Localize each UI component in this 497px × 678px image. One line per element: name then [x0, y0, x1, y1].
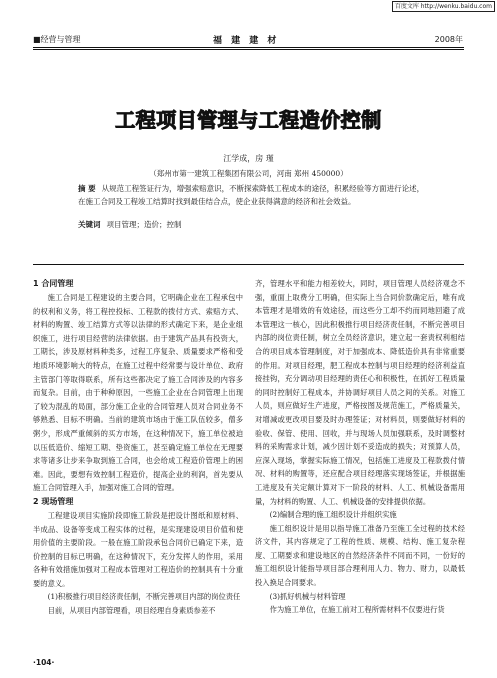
section-heading: 1 合同管理 [33, 279, 74, 288]
body-paragraph: (2)编制合理的施工组织设计并组织实施 [269, 510, 397, 520]
authors: 江学成，房 瑾 [223, 154, 274, 163]
abstract-text: 从规范工程签证行为，增强索赔意识，不断探索降低工程成本的途径，积累经验等方面进行论述，在施工合同及工程竣工结算时找到最佳结合点，使企业获得满意的经济和社会效益。 [78, 184, 425, 206]
body-divider [33, 264, 464, 265]
right-column [255, 277, 465, 617]
abstract-label: 摘 要 [78, 184, 96, 193]
section-heading: 2 现场管理 [33, 496, 74, 506]
left-column [33, 277, 243, 618]
body-paragraph: 作为施工单位，在施工前对工程所需材料不仅要进行货 [269, 605, 445, 615]
body-paragraph: 目前，从项目内部管理看，项目经理自身素质参差不 [47, 606, 216, 616]
body-paragraph: (1)积极推行项目经济责任制，不断完善项目内部的岗位责任 [47, 592, 241, 602]
affiliation: （郑州市第一建筑工程集团有限公司，河南 郑州 450000） [149, 169, 348, 178]
header-rule-thin [33, 49, 464, 50]
watermark: 百度文库 http://wenku.baidu.com [392, 1, 495, 12]
body-paragraph: 齐，管理水平和能力相差较大，同时，项目管理人员经济观念不强，重面上取费分工明确，但实际上当合同价款确定后，唯有成本管理才是增效的有效途径，而这些分工却不约而同地回避了成本管理这一核心，因此积极推行项目经济责任制，不断完善项目内部的岗位责任制，树立全员经济意识，建立起一套责权利相结合的项目成本管理制度，对于加强成本、降低造价具有非常重要的作用。对项目经理，肥工程成本控制与项目经理的经济利益直接挂钩，充分调动项目经理的责任心和积极性，在抓好工程质量的同时控制好工程成本，并协调好项目人员之间的关系。对施工人员，则应做好生产进度，严格按图及规范施工，严格质量关，对增减或更改项目要及时办理签证；对材料员，则要做好材料的验收、保管、使用、回收，并与现场人员加强联系，及时调整材料的采购需求计划，减少因计划不妥造成的损失；对预算人员，应深入现场，掌握实际施工情况，包括施工进度及工程款拨付情况、材料的购置等，还应配合项目经理落实现场签证，并根据施工进度及有关定额计算对下一阶段的材料、人工、机械设备需用量，为材料的购置、人工、机械设备的安排提供依据。 [255, 279, 465, 506]
header-rule-thick [33, 47, 464, 48]
body-paragraph: 施工合同是工程建设的主要合同，它明确企业在工程承包中的权利和义务，将工程控投标、工程款的拨付方式、索赔方式、材料的购置、竣工结算方式等以法律的形式确定下来，是企业组织施工，进行项目经营的法律依据。由于建筑产品具有投资大，工期长，涉及原材料种类多，过程工序复杂、质量要求严格和受地质环境影响大的特点，在施工过程中经常要与设计单位、政府主管部门等取得联系，所有这些都决定了施工合同涉及的内容多而复杂。目前，由于种种原因，一些施工企业在合同管理上出现了较为混乱的局面，部分施工企业的合同管理人员对合同业务不够熟悉、目标不明确。当前的建筑市场由于施工队伍较多，僧多粥少，形成严重倾斜的买方市场，在这种情况下，施工单位被迫以压低造价、缩短工期、垫资施工，甚至确定施工单位在无理要求等诸多让步来争取到施工合同，也会给成工程造价管理上的困难。因此，要想有效控制工程造价，提高企业的利润，首先要从施工合同管理入手，加强对施工合同的管理。 [33, 293, 243, 493]
body-paragraph: 施工组织设计是用以指导施工准备乃至施工全过程的技术经济文件，其内容规定了工程的性质、规模、结构、施工复杂程度、工期要求和建设地区的自然经济条件不同而不同，一份好的施工组织设计能指导项目部合理利用人力、物力、财力，以最低投入换足合同要求。 [255, 523, 465, 588]
page-number: ·104· [33, 658, 55, 667]
keywords [78, 219, 182, 230]
article-title: 工程项目管理与工程造价控制 [115, 108, 382, 132]
abstract [78, 183, 428, 208]
issue-year: 2008年 [434, 35, 463, 44]
body-paragraph: 工程建设项目实施阶段即施工阶段是把设计图纸和原材料、半成品、设备等变成工程实体的过程，是实现建设项目价值和使用价值的主要阶段。一般在施工阶段承包合同价已确定下来，造价控制的目标已明确，在这种情况下，充分发挥人的作用，采用各种有效措施加强对工程成本管理对工程造价的控制具有十分重要的意义。 [33, 510, 243, 588]
journal-name: 福 建 建 材 [213, 36, 280, 46]
keywords-text: 项目管理；造价；控制 [106, 220, 182, 229]
section-label: ■经营与管理 [33, 35, 81, 44]
running-header [33, 34, 463, 46]
body-paragraph: (3)抓好机械与材料管理 [269, 591, 346, 601]
keywords-label: 关键词 [78, 220, 101, 229]
